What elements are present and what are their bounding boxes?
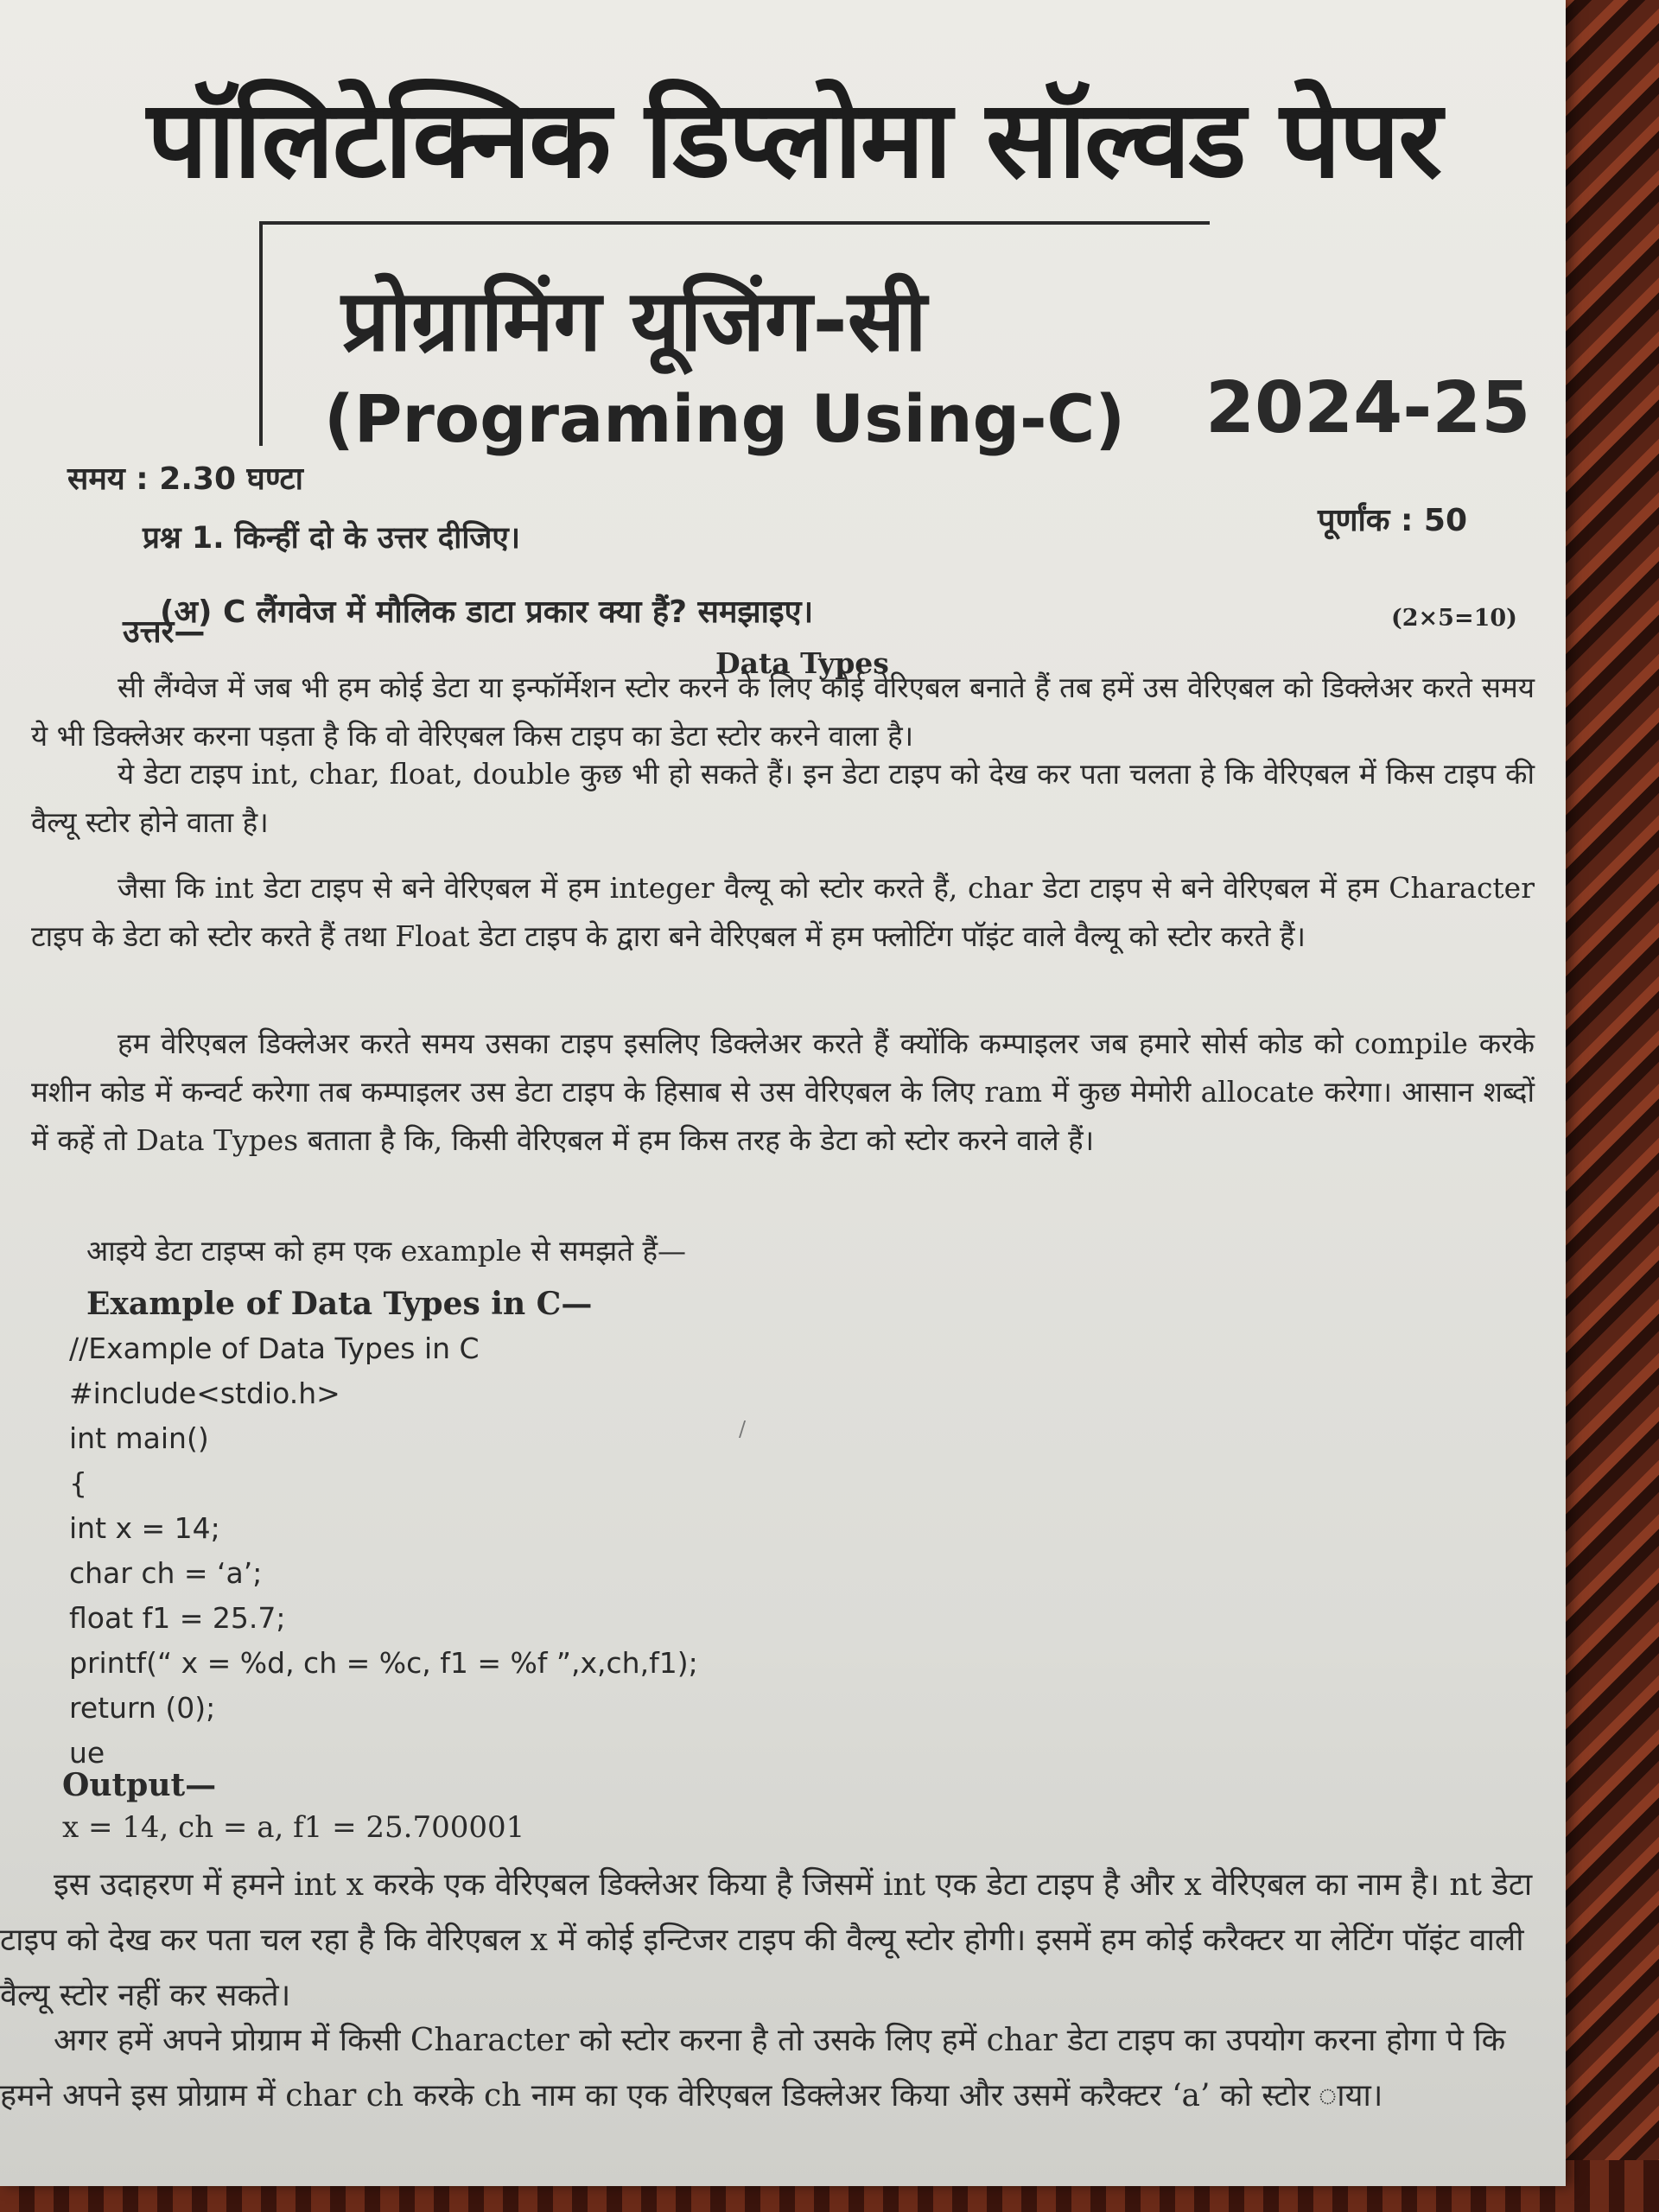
paragraph-3: जैसा कि int डेटा टाइप से बने वेरिएबल में हम integer वैल्यू को स्टोर करते हैं, char डेटा टाइप से बने वेरिएबल में हम Character टाइप के डेटा को स्टोर करते हैं तथा Float डेटा टाइप के द्वारा बने वेरिएबल में हम फ्लोटिंग पॉइंट वाले वैल्यू को स्टोर करते हैं। bbox=[31, 871, 1535, 953]
paragraph-6: इस उदाहरण में हमने int x करके एक वेरिएबल डिक्लेअर किया है जिसमें int एक डेटा टाइप है और x वेरिएबल का नाम है। nt डेटा टाइप को देख कर पता चल रहा है कि वेरिएबल x में कोई इन्टिजर टाइप की वैल्यू स्टोर होगी। इसमें हम कोई करैक्टर या लेटिंग पॉइंट वाली वैल्यू स्टोर नहीं कर सकते। bbox=[0, 1867, 1533, 2013]
code-line: printf(“ x = %d, ch = %c, f1 = %f ”,x,ch,f1); bbox=[69, 1646, 698, 1680]
code-line: char ch = ‘a’; bbox=[69, 1556, 263, 1590]
paragraph-5: आइये डेटा टाइप्स को हम एक example से समझते हैं— bbox=[86, 1234, 687, 1268]
full-marks: पूर्णांक : 50 bbox=[1318, 503, 1468, 538]
question-1: प्रश्न 1. किन्हीं दो के उत्तर दीजिए। bbox=[143, 521, 520, 556]
code-line: float f1 = 25.7; bbox=[69, 1601, 286, 1635]
subject-title-english: (Programing Using-C) bbox=[324, 380, 1126, 457]
code-line: ue bbox=[69, 1736, 105, 1770]
code-line: return (0); bbox=[69, 1691, 216, 1725]
code-line: //Example of Data Types in C bbox=[69, 1332, 480, 1365]
stray-mark: / bbox=[739, 1417, 747, 1441]
title-underline bbox=[259, 221, 1210, 225]
sub-question-a: (अ) C लैंगवेज में मौलिक डाटा प्रकार क्या हैं? समझाइए। bbox=[160, 594, 814, 630]
output-value: x = 14, ch = a, f1 = 25.700001 bbox=[62, 1810, 525, 1845]
paragraph-2: ये डेटा टाइप int, char, float, double कुछ भी हो सकते हैं। इन डेटा टाइप को देख कर पता चलता हे कि वेरिएबल में किस टाइप की वैल्यू स्टोर होने वाता है। bbox=[31, 757, 1535, 839]
page-title: पॉलिटेक्निक डिप्लोमा सॉल्वड पेपर bbox=[147, 78, 1440, 202]
exam-year: 2024-25 bbox=[1205, 367, 1531, 449]
marks-split: (2×5=10) bbox=[1391, 605, 1517, 632]
answer-label: उत्तर— bbox=[123, 614, 206, 650]
paragraph-1: सी लैंग्वेज में जब भी हम कोई डेटा या इन्फॉर्मेशन स्टोर करने के लिए कोई वेरिएबल बनाते हैं तब हमें उस वेरिएबल को डिक्लेअर करते समय ये भी डिक्लेअर करना पड़ता है कि वो वेरिएबल किस टाइप का डेटा स्टोर करने वाला है। bbox=[31, 671, 1535, 753]
code-line: { bbox=[69, 1466, 87, 1500]
example-heading: Example of Data Types in C— bbox=[86, 1286, 593, 1322]
code-line: int main() bbox=[69, 1421, 209, 1455]
subject-title-hindi: प्रोग्रामिंग यूजिंग-सी bbox=[341, 272, 927, 371]
paragraph-7: अगर हमें अपने प्रोग्राम में किसी Character को स्टोर करना है तो उसके लिए हमें char डेटा टाइप का उपयोग करना होगा पे कि हमने अपने इस प्रोग्राम में char ch करके ch नाम का एक वेरिएबल डिक्लेअर किया और उसमें करैक्टर ‘a’ को स्टोर ाया। bbox=[0, 2023, 1506, 2113]
subtitle-box-border bbox=[259, 221, 263, 446]
exam-time: समय : 2.30 घण्टा bbox=[67, 461, 304, 497]
code-block bbox=[69, 1326, 698, 1776]
code-line: #include<stdio.h> bbox=[69, 1376, 340, 1410]
section-heading: Data Types bbox=[715, 646, 889, 680]
code-line: int x = 14; bbox=[69, 1511, 220, 1545]
output-heading: Output— bbox=[62, 1767, 217, 1803]
paragraph-4: हम वेरिएबल डिक्लेअर करते समय उसका टाइप इसलिए डिक्लेअर करते हैं क्योंकि कम्पाइलर जब हमारे सोर्स कोड को compile करके मशीन कोड में कन्वर्ट करेगा तब कम्पाइलर उस डेटा टाइप के हिसाब से उस वेरिएबल के लिए ram में कुछ मेमोरी allocate करेगा। आसान शब्दों में कहें तो Data Types बताता है कि, किसी वेरिएबल में हम किस तरह के डेटा को स्टोर करने वाले हैं। bbox=[31, 1027, 1535, 1157]
